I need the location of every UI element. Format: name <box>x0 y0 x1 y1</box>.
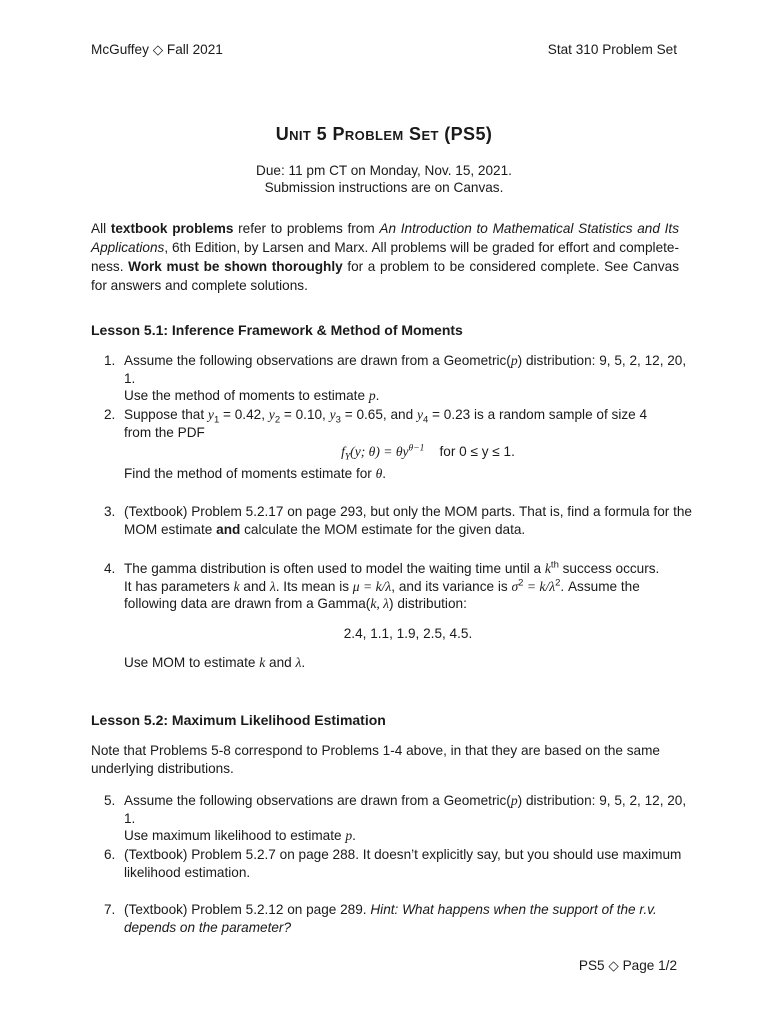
problem-text: (Textbook) Problem 5.2.12 on page 289. <box>124 902 371 917</box>
superscript: 2 <box>555 576 561 588</box>
title-part: P <box>332 124 345 144</box>
subscript: 2 <box>274 414 281 426</box>
problem-number: 5. <box>104 793 116 808</box>
punct: . <box>301 655 306 670</box>
problem-line <box>124 465 692 483</box>
math-var: θ <box>375 465 383 481</box>
problem-4 <box>104 559 692 672</box>
subscript: 1 <box>213 414 220 426</box>
problem-text: = 0.10, <box>280 407 330 422</box>
problem-text: Use maximum likelihood to estimate <box>124 828 346 843</box>
punct: . <box>375 388 380 403</box>
math-var: y <box>416 407 423 422</box>
punct: . <box>382 465 387 481</box>
math-var: λ <box>295 655 302 670</box>
problem-text: success occurs. <box>558 561 660 576</box>
problem-text: . Its mean is <box>275 578 353 594</box>
problem-number: 2. <box>104 407 116 422</box>
lesson-note: Note that Problems 5-8 correspond to Problems 1-4 above, in that they are based on the same underlying distributions. <box>91 743 660 776</box>
header-right: Stat 310 Problem Set <box>547 42 677 57</box>
problem-number: 1. <box>104 353 116 368</box>
hint-text: Hint: What happens when the support of the r.v. depends on the parameter? <box>124 902 657 935</box>
gamma-data: 2.4, 1.1, 1.9, 2.5, 4.5. <box>343 625 473 641</box>
math-var: σ <box>511 578 519 594</box>
math-expr: k, λ <box>370 596 390 611</box>
title-part: ROBLEM <box>344 128 404 143</box>
math-var: p <box>510 353 518 368</box>
math-var: p <box>368 388 376 403</box>
problem-5 <box>104 792 692 845</box>
subscript: 4 <box>422 414 429 426</box>
problem-text: Assume the following observations are drawn from a Geometric( <box>124 793 511 808</box>
lesson-5-2-heading: Lesson 5.2: Maximum Likelihood Estimation <box>91 712 386 728</box>
due-date: Due: 11 pm CT on Monday, Nov. 15, 2021. <box>256 163 512 178</box>
problem-6 <box>104 846 692 881</box>
lesson-5-1-heading: Lesson 5.1: Inference Framework & Method of Moments <box>91 322 463 338</box>
page-title <box>0 124 768 145</box>
intro-bold: Work must be shown thoroughly <box>128 259 343 274</box>
math-var: λ <box>269 578 276 594</box>
math-expr: (y; θ) = θy <box>350 444 409 459</box>
math-var: p <box>345 828 353 843</box>
problem-text: Use the method of moments to estimate <box>124 388 369 403</box>
math-var: f <box>341 444 345 459</box>
problem-text: = 0.23 is a random sample of size 4 <box>428 407 648 422</box>
problem-7 <box>104 901 692 936</box>
math-var: y <box>207 407 214 422</box>
subscript: 3 <box>335 414 341 426</box>
problem-number: 6. <box>104 847 116 862</box>
math-var: k <box>544 561 551 576</box>
title-part: U <box>275 124 290 144</box>
punct: . <box>352 828 356 843</box>
problem-text: following data are drawn from a Gamma( <box>124 596 371 611</box>
intro-paragraph <box>91 219 679 295</box>
problem-1 <box>104 352 692 405</box>
title-part: ET <box>421 128 439 143</box>
problem-text: and <box>265 655 296 670</box>
math-var: y <box>329 407 336 422</box>
superscript: th <box>550 559 559 571</box>
problem-number: 7. <box>104 902 116 917</box>
problem-text: ) distribution: <box>389 596 467 611</box>
superscript: θ−1 <box>408 443 425 454</box>
math-var: k <box>233 578 240 594</box>
problem-3 <box>104 503 692 538</box>
problem-text: . Assume the <box>560 578 640 594</box>
problem-text: ) distribution: 9, 5, 2, 12, 20, 1. <box>124 353 687 386</box>
problem-text: (Textbook) Problem 5.2.17 on page 293, but only the MOM parts. That is, find a formula for the MOM estimate <box>124 504 692 537</box>
problem-line <box>124 654 692 672</box>
intro-text: , 6th Edition, by Larsen and Marx. All problems will be graded for effort and complete-ness. <box>91 240 679 274</box>
problem-text: = 0.65, and <box>340 407 417 422</box>
problem-text: and <box>239 578 270 594</box>
problem-text: calculate the MOM estimate for the given data. <box>240 521 526 537</box>
problem-text: (Textbook) Problem 5.2.7 on page 288. It doesn’t explicitly say, but you should use maximum likelihood estimation. <box>124 847 682 880</box>
title-part: NIT <box>289 128 312 143</box>
intro-text: for a problem to be considered complete. See Canvas for answers and complete solutions. <box>91 259 679 293</box>
problem-number: 3. <box>104 504 116 519</box>
problem-text: Suppose that <box>124 407 208 422</box>
title-part: S <box>409 124 422 144</box>
problem-text: Use MOM to estimate <box>124 655 260 670</box>
problem-text: = 0.42, <box>219 407 269 422</box>
superscript: 2 <box>518 576 524 588</box>
problem-text: , and its variance is <box>391 578 512 594</box>
math-var: y <box>268 407 275 422</box>
problem-text: The gamma distribution is often used to model the waiting time until a <box>124 561 545 576</box>
page-footer: PS5 ◇ Page 1/2 <box>578 958 677 973</box>
pdf-equation <box>124 443 692 461</box>
math-var: p <box>510 793 518 808</box>
book-title: An Introduction to Mathematical Statistics and Its Applications <box>91 221 680 255</box>
subscript: Y <box>344 452 351 463</box>
title-part: (PS5) <box>438 124 493 144</box>
problem-text: Find the method of moments estimate for <box>124 465 376 481</box>
problem-2 <box>104 406 692 482</box>
math-expr: μ = k/λ <box>352 578 392 594</box>
problem-text: It has parameters <box>124 578 234 594</box>
problem-text: from the PDF <box>124 424 205 440</box>
intro-text: All <box>91 221 111 236</box>
title-part: 5 <box>311 124 333 144</box>
intro-text: refer to problems from <box>233 221 380 236</box>
math-expr: = k/λ <box>523 578 556 594</box>
problem-text: ) distribution: 9, 5, 2, 12, 20, 1. <box>124 793 687 826</box>
header-left: McGuffey ◇ Fall 2021 <box>91 42 223 57</box>
problem-number: 4. <box>104 561 116 576</box>
bold-text: and <box>216 521 241 537</box>
intro-bold: textbook problems <box>110 221 234 236</box>
submission-note: Submission instructions are on Canvas. <box>264 180 504 195</box>
condition: for 0 ≤ y ≤ 1. <box>439 444 515 459</box>
problem-text: Assume the following observations are drawn from a Geometric( <box>124 353 511 368</box>
math-var: k <box>259 655 266 670</box>
